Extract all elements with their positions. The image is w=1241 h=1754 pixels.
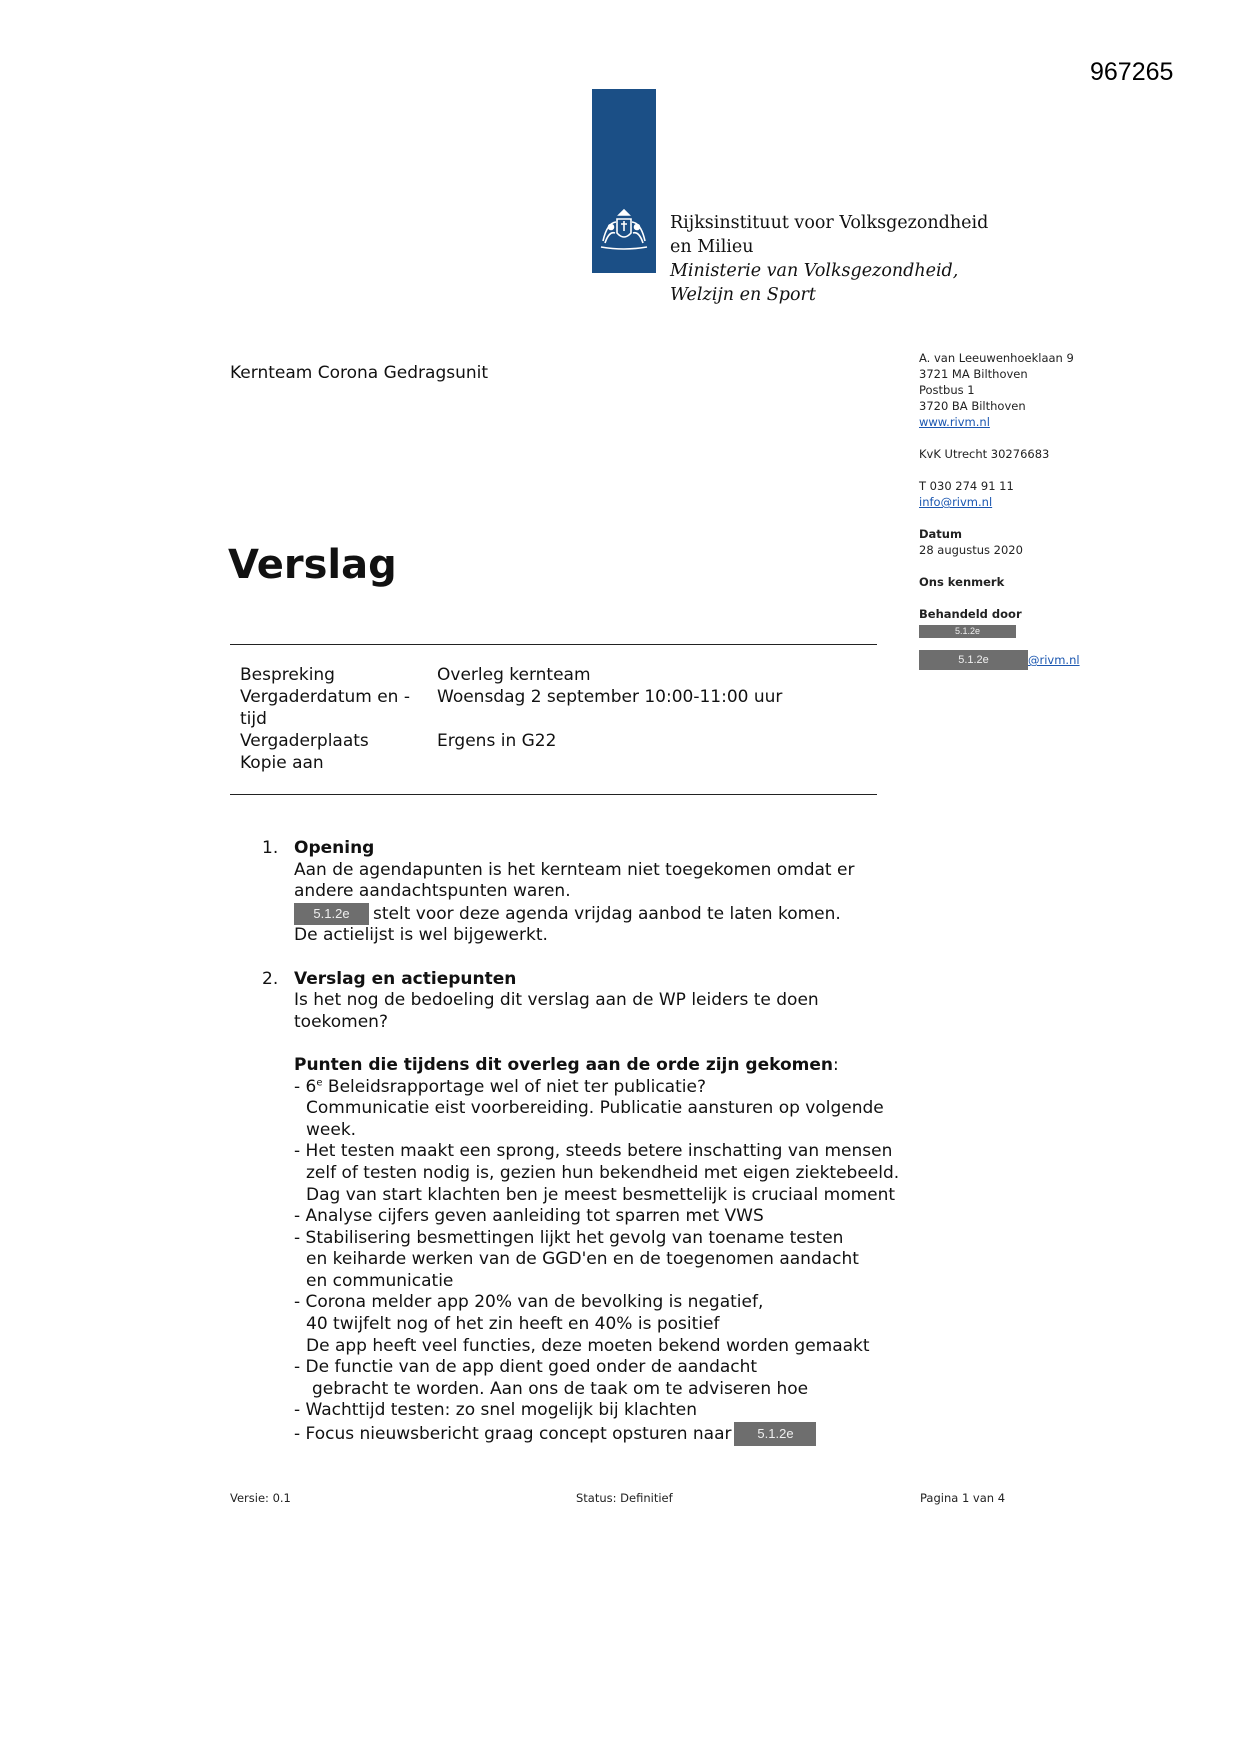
document-id: 967265 (1090, 58, 1174, 86)
kenmerk-label: Ons kenmerk (919, 575, 1005, 589)
subheading: Punten die tijdens dit overleg aan de orde zijn gekomen (294, 1054, 833, 1075)
list-item-continuation: week. (306, 1119, 357, 1140)
divider-top (230, 644, 877, 645)
list-item: - Analyse cijfers geven aanleiding tot sparren met VWS (294, 1206, 764, 1227)
bullet-text: Beleidsrapportage wel of niet ter publicatie? (322, 1076, 706, 1097)
minutes-body (262, 838, 962, 1446)
bullet-text: - 6 (294, 1076, 317, 1097)
postbus-city: 3720 BA Bilthoven (919, 399, 1026, 413)
footer-status: Status: Definitief (576, 1491, 673, 1505)
paragraph-line: stelt voor deze agenda vrijdag aanbod te laten komen. (373, 903, 841, 924)
list-item-continuation: De app heeft veel functies, deze moeten bekend worden gemaakt (306, 1335, 870, 1356)
subheading-colon: : (832, 1054, 839, 1075)
vergaderdatum-label-b: tijd (240, 709, 267, 729)
rijksoverheid-logo (592, 89, 656, 273)
redaction-box: 5.1.2e (919, 650, 1028, 670)
bespreking-label: Bespreking (240, 665, 335, 685)
org-line-4: Welzijn en Sport (670, 285, 816, 305)
item-number: 2. (262, 968, 279, 989)
divider-bottom (230, 794, 877, 795)
list-item: - Corona melder app 20% van de bevolking is negatief, (294, 1292, 764, 1313)
footer-page-number: Pagina 1 van 4 (920, 1491, 1006, 1505)
postbus: Postbus 1 (919, 383, 975, 397)
list-item: - Het testen maakt een sprong, steeds betere inschatting van mensen (294, 1141, 893, 1162)
meeting-details (240, 664, 782, 774)
paragraph-line: Is het nog de bedoeling dit verslag aan de WP leiders te doen (294, 990, 819, 1011)
footer-version: Versie: 0.1 (230, 1491, 291, 1505)
datum-label: Datum (919, 527, 962, 541)
paragraph-line: andere aandachtspunten waren. (294, 881, 571, 902)
email-link[interactable]: info@rivm.nl (919, 495, 993, 509)
list-item: - Wachttijd testen: zo snel mogelijk bij klachten (294, 1400, 698, 1421)
list-item-continuation: Dag van start klachten ben je meest besmettelijk is cruciaal moment (306, 1184, 896, 1205)
kvk-number: KvK Utrecht 30276683 (919, 447, 1050, 461)
list-item: - Stabilisering besmettingen lijkt het gevolg van toename testen (294, 1227, 844, 1248)
list-item-continuation: en keiharde werken van de GGD'en en de toegenomen aandacht (306, 1249, 859, 1270)
org-line-1: Rijksinstituut voor Volksgezondheid (670, 213, 989, 233)
list-item-continuation: zelf of testen nodig is, gezien hun bekendheid met eigen ziektebeeld. (306, 1162, 900, 1183)
page-title: Verslag (228, 542, 397, 588)
list-item (294, 1077, 962, 1099)
redaction-box: 5.1.2e (294, 903, 369, 925)
list-item-continuation: en communicatie (306, 1270, 454, 1291)
vergaderplaats-label: Vergaderplaats (240, 731, 369, 751)
organisation-name (670, 211, 988, 307)
unit-name: Kernteam Corona Gedragsunit (230, 363, 489, 383)
vergaderdatum-label-a: Vergaderdatum en - (240, 687, 410, 707)
agenda-item-verslag (262, 969, 962, 1446)
redaction-box: 5.1.2e (734, 1422, 816, 1446)
list-item-continuation: gebracht te worden. Aan ons de taak om te adviseren hoe (312, 1378, 809, 1399)
kopie-value (437, 752, 782, 774)
vergaderplaats-value: Ergens in G22 (437, 731, 557, 751)
superscript: e (316, 1076, 323, 1088)
paragraph-line: toekomen? (294, 1011, 388, 1032)
behandeld-label: Behandeld door (919, 607, 1022, 621)
org-line-3: Ministerie van Volksgezondheid, (670, 261, 959, 281)
list-item-continuation: Communicatie eist voorbereiding. Publicatie aansturen op volgende (306, 1098, 884, 1119)
sender-info (919, 350, 1089, 670)
address-line: A. van Leeuwenhoeklaan 9 (919, 351, 1074, 365)
agenda-item-opening (262, 838, 962, 947)
website-link[interactable]: www.rivm.nl (919, 415, 990, 429)
item-heading: Opening (294, 838, 375, 858)
bespreking-value: Overleg kernteam (437, 665, 591, 685)
datum-value: 28 augustus 2020 (919, 543, 1023, 557)
org-line-2: en Milieu (670, 237, 754, 257)
redaction-box: 5.1.2e (919, 625, 1016, 638)
coat-of-arms-icon (597, 207, 651, 253)
paragraph-line: Aan de agendapunten is het kernteam niet toegekomen omdat er (294, 859, 855, 880)
item-number: 1. (262, 838, 279, 858)
list-item (294, 1422, 962, 1446)
list-item-continuation: 40 twijfelt nog of het zin heeft en 40% is positief (306, 1314, 720, 1335)
paragraph-line: De actielijst is wel bijgewerkt. (294, 925, 548, 946)
kopie-label: Kopie aan (240, 753, 324, 773)
mail-domain-link[interactable]: @rivm.nl (1028, 653, 1080, 667)
bullet-text: - Focus nieuwsbericht graag concept opsturen naar (294, 1424, 732, 1445)
vergaderdatum-value: Woensdag 2 september 10:00-11:00 uur (437, 687, 783, 707)
vergaderdatum-label (240, 686, 437, 730)
item-heading: Verslag en actiepunten (294, 968, 517, 989)
list-item: - De functie van de app dient goed onder de aandacht (294, 1357, 758, 1378)
phone-number: T 030 274 91 11 (919, 479, 1014, 493)
address-city: 3721 MA Bilthoven (919, 367, 1028, 381)
